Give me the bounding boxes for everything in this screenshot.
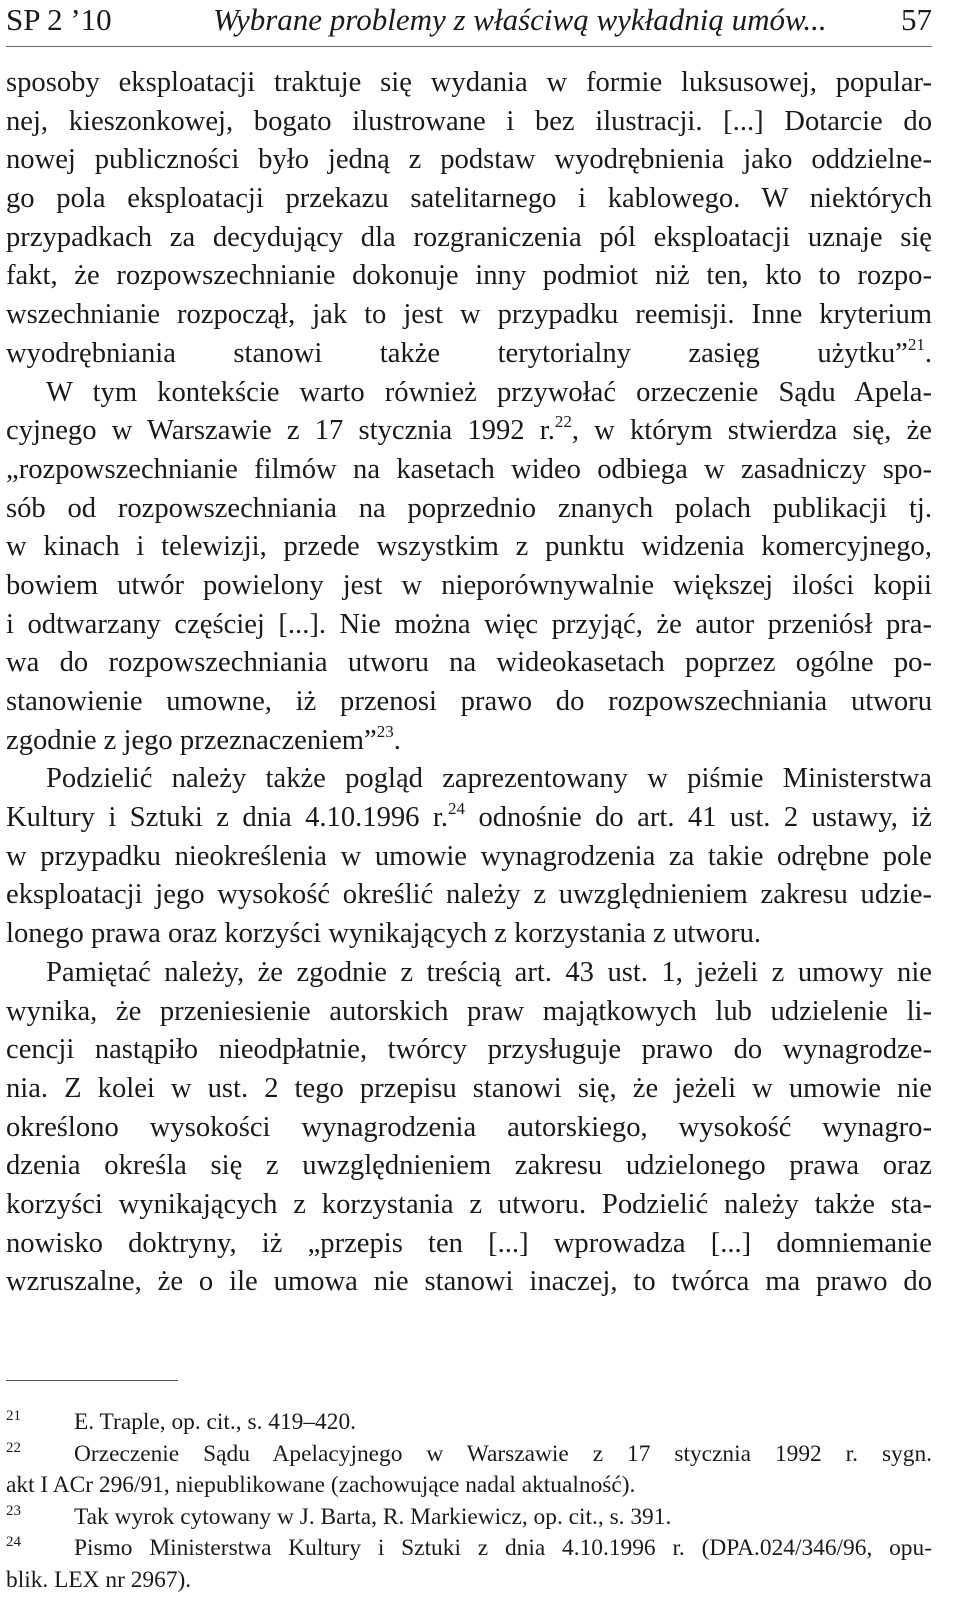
text-line: sposoby eksploatacji traktuje się wydania w formie luksusowej, popular-	[6, 67, 932, 98]
footnotes	[6, 1407, 932, 1596]
text-segment: zgodnie z jego przeznaczeniem”	[6, 724, 377, 756]
text-line	[6, 335, 932, 374]
text-line: eksploatacji jego wysokość określić należy z uwzględnieniem zakresu udzie-	[6, 879, 932, 911]
text-line: wzruszalne, że o ile umowa nie stanowi inaczej, to twórca ma prawo do	[6, 1266, 932, 1298]
text-segment: odnośnie do art. 41 ust. 2 ustawy, iż	[465, 802, 932, 834]
text-line	[6, 412, 932, 451]
text-line: stanowienie umowne, iż przenosi prawo do rozpowszechniania utworu	[6, 686, 932, 717]
running-header	[6, 0, 932, 47]
text-segment: .	[924, 337, 932, 369]
text-line: wszechnianie rozpoczął, jak to jest w przypadku reemisji. Inne kryterium	[6, 299, 932, 331]
footnote-ref-21[interactable]: 21	[907, 334, 925, 354]
footnote-24: 24 Pismo Ministerstwa Kultury i Sztuki z dnia 4.10.1996 r. (DPA.024/346/96, opu-	[6, 1534, 932, 1561]
text-line: cencji nastąpiło nieodpłatnie, twórcy przysługuje prawo do wynagrodze-	[6, 1034, 932, 1066]
footnote-21: 21 E. Traple, op. cit., s. 419–420.	[6, 1408, 356, 1435]
journal-issue: SP 2 ’10	[6, 2, 112, 37]
footnote-22: 22 Orzeczenie Sądu Apelacyjnego w Warszawie z 17 stycznia 1992 r. sygn.	[6, 1439, 932, 1467]
text-line: Podzielić należy także pogląd zaprezentowany w piśmie Ministerstwa	[46, 763, 932, 795]
text-line: nowej publiczności było jedną z podstaw wyodrębnienia jako oddzielne-	[6, 144, 932, 176]
footnote-24-continued: blik. LEX nr 2967).	[6, 1566, 192, 1593]
text-segment: , w którym stwierdza się, że	[571, 415, 932, 447]
text-line: „rozpowszechnianie filmów na kasetach wideo odbiega w zasadniczy spo-	[6, 453, 932, 485]
running-title: Wybrane problemy z właściwą wykładnią umów...	[213, 2, 827, 37]
page-number: 57	[901, 2, 932, 37]
text-line: przypadkach za decydujący dla rozgraniczenia pól eksploatacji uznaje się	[6, 221, 932, 253]
text-line: wynika, że przeniesienie autorskich praw majątkowych lub udzielenie li-	[6, 995, 932, 1027]
text-segment: cyjnego w Warszawie z 17 stycznia 1992 r.	[6, 415, 555, 447]
footnote-text: Tak wyrok cytowany w J. Barta, R. Markiewicz, op. cit., s. 391.	[74, 1503, 672, 1530]
footnote-ref-22[interactable]: 22	[554, 412, 572, 432]
text-line	[6, 722, 932, 761]
text-line: Pamiętać należy, że zgodnie z treścią art. 43 ust. 1, jeżeli z umowy nie	[46, 956, 932, 988]
footnote-text: E. Traple, op. cit., s. 419–420.	[74, 1409, 356, 1435]
footnote-separator	[6, 1380, 178, 1381]
text-segment: .	[393, 724, 401, 756]
text-line: W tym kontekście warto również przywołać orzeczenie Sądu Apela-	[46, 376, 932, 408]
footnote-ref-23[interactable]: 23	[376, 721, 394, 741]
text-line: nej, kieszonkowej, bogato ilustrowane i bez ilustracji. [...] Dotarcie do	[6, 105, 932, 137]
text-line: nia. Z kolei w ust. 2 tego przepisu stanowi się, że jeżeli w umowie nie	[6, 1072, 932, 1104]
footnote-23: 23 Tak wyrok cytowany w J. Barta, R. Markiewicz, op. cit., s. 391.	[6, 1502, 672, 1530]
text-line: w przypadku nieokreślenia w umowie wynagrodzenia za takie odrębne pole	[6, 840, 932, 872]
text-line: sób od rozpowszechniania na poprzednio znanych polach publikacji tj.	[6, 492, 932, 524]
text-line: określono wysokości wynagrodzenia autorskiego, wysokość wynagro-	[6, 1111, 932, 1143]
text-line: bowiem utwór powielony jest w nieporównywalnie większej ilości kopii	[6, 569, 932, 601]
footnote-text: Orzeczenie Sądu Apelacyjnego w Warszawie z 17 stycznia 1992 r. sygn.	[74, 1440, 932, 1467]
main-text	[6, 64, 932, 1302]
text-line: fakt, że rozpowszechnianie dokonuje inny podmiot niż ten, kto to rozpo-	[6, 260, 932, 292]
footnote-text: Pismo Ministerstwa Kultury i Sztuki z dnia 4.10.1996 r. (DPA.024/346/96, opu-	[74, 1535, 932, 1561]
footnote-ref-24[interactable]: 24	[448, 799, 465, 819]
text-segment: Kultury i Sztuki z dnia 4.10.1996 r.	[6, 802, 448, 834]
text-line: go pola eksploatacji przekazu satelitarnego i kablowego. W niektórych	[6, 183, 932, 215]
text-line: dzenia określa się z uwzględnieniem zakresu udzielonego prawa oraz	[6, 1150, 932, 1182]
footnote-22-continued: akt I ACr 296/91, niepublikowane (zachowujące nadal aktualność).	[6, 1472, 636, 1498]
text-line: nowisko doktryny, iż „przepis ten [...] wprowadza [...] domniemanie	[6, 1227, 932, 1259]
text-line: korzyści wynikających z korzystania z utworu. Podzielić należy także sta-	[6, 1188, 932, 1220]
text-line: wa do rozpowszechniania utworu na wideokasetach poprzez ogólne po-	[6, 647, 932, 679]
text-line	[6, 799, 932, 838]
text-line: lonego prawa oraz korzyści wynikających z korzystania z utworu.	[6, 918, 762, 950]
text-line: i odtwarzany częściej [...]. Nie można więc przyjąć, że autor przeniósł pra-	[6, 608, 932, 640]
text-line: w kinach i telewizji, przede wszystkim z punktu widzenia komercyjnego,	[6, 531, 932, 563]
text-segment: wyodrębniania stanowi także terytorialny zasięg użytku”	[6, 337, 908, 369]
